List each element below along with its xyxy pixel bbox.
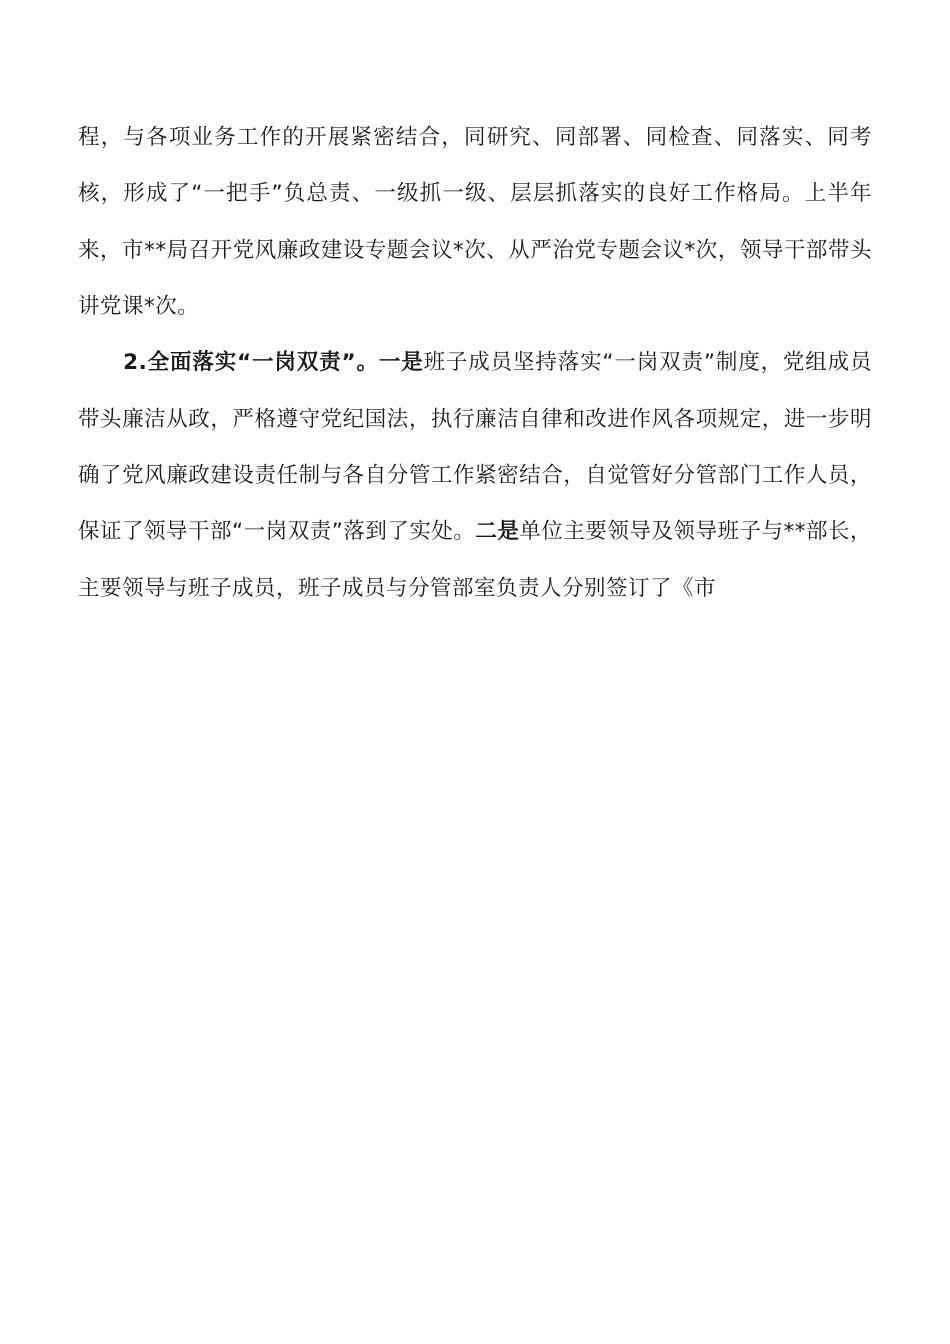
document-body [78, 110, 872, 617]
paragraph-2 [78, 335, 872, 617]
paragraph-2-heading-run: 2.全面落实“一岗双责”。一是 [123, 350, 424, 376]
paragraph-2-run-3-bold: 二是 [475, 519, 520, 545]
paragraph-2-run-4: 单位主要领导及领导班子与**部长，主要领导与班子成员，班子成员与分管部室负责人分别签订了《市 [78, 519, 872, 601]
paragraph-2-run-2: 班子成员坚持落实“一岗双责”制度，党组成员带头廉洁从政，严格遵守党纪国法，执行廉洁自律和改进作风各项规定，进一步明确了党风廉政建设责任制与各自分管工作紧密结合，自觉管好分管部门工作人员，保证了领导干部“一岗双责”落到了实处。 [78, 350, 873, 545]
paragraph-1 [78, 110, 872, 335]
paragraph-1-run-1: 程，与各项业务工作的开展紧密结合，同研究、同部署、同检查、同落实、同考核，形成了“一把手”负总责、一级抓一级、层层抓落实的良好工作格局。上半年来，市**局召开党风廉政建设专题会议*次、从严治党专题会议*次，领导干部带头讲党课*次。 [78, 125, 872, 319]
